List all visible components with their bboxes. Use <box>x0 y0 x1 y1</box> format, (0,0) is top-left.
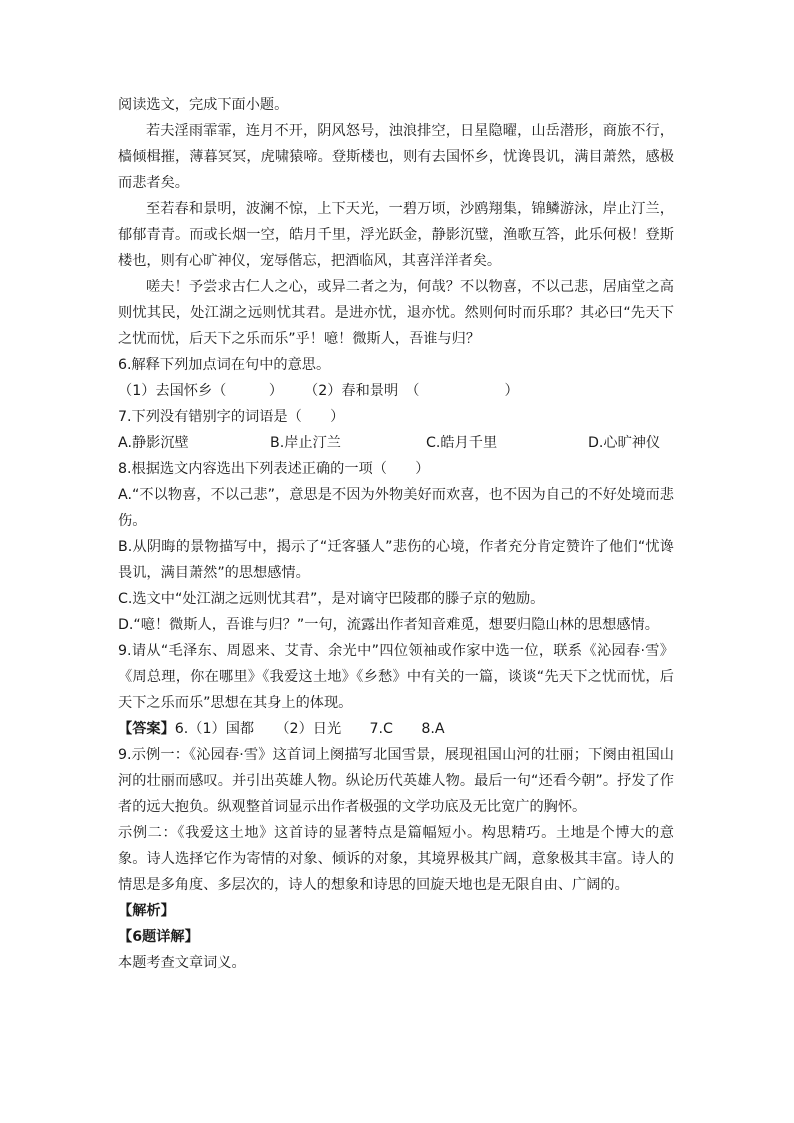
question-6-stem: 6.解释下列加点词在句中的意思。 <box>118 357 331 373</box>
passage-paragraph-2: 至若春和景明，波澜不惊，上下天光，一碧万顷，沙鸥翔集，锦鳞游泳，岸止汀兰，郁郁青青。而或长烟一空，皓月千里，浮光跃金，静影沉璧，渔歌互答，此乐何极！登斯楼也，则有心旷神仪，宠辱偕忘，把酒临风，其喜洋洋者矣。 <box>118 201 674 269</box>
answer-example-1: 9.示例一：《沁园春·雪》这首词上阕描写北国雪景，展现祖国山河的壮丽；下阕由祖国山河的壮丽而感叹。并引出英雄人物。纵论历代英雄人物。最后一句“还看今朝”。抒发了作者的远大抱负。纵观整首词显示出作者极强的文学功底及无比宽广的胸怀。 <box>118 747 674 815</box>
question-8-stem: 8.根据选文内容选出下列表述正确的一项（ ） <box>118 461 430 477</box>
answer-line <box>118 716 674 742</box>
answer-label: 【答案】 <box>118 721 175 737</box>
passage-paragraph-1: 若夫淫雨霏霏，连月不开，阴风怒号，浊浪排空，日星隐曜，山岳潜形，商旅不行，樯倾楫摧，薄暮冥冥，虎啸猿啼。登斯楼也，则有去国怀乡，忧谗畏讥，满目萧然，感极而悲者矣。 <box>118 123 674 191</box>
analysis-q6-text: 本题考查文章词义。 <box>118 955 246 971</box>
question-7-options <box>118 430 674 456</box>
question-8-option-c: C.选文中“处江湖之远则忧其君”，是对谪守巴陵郡的滕子京的勉励。 <box>118 591 545 607</box>
passage-paragraph-3: 嗟夫！予尝求古仁人之心，或异二者之为，何哉？不以物喜，不以己悲，居庙堂之高则忧其民，处江湖之远则忧其君。是进亦忧，退亦忧。然则何时而乐耶？其必曰“先天下之忧而忧，后天下之乐而乐”乎！噫！微斯人，吾谁与归？ <box>118 279 674 347</box>
question-7-option-b: B.岸止汀兰 <box>270 435 341 451</box>
question-9-stem: 9.请从“毛泽东、周恩来、艾青、余光中”四位领袖或作家中选一位，联系《沁园春·雪》《周总理，你在哪里》《我爱这土地》《乡愁》中有关的一篇，谈谈“先天下之忧而忧，后天下之乐而乐”思想在其身上的体现。 <box>118 643 674 711</box>
analysis-label: 【解析】 <box>118 903 175 919</box>
question-6-items <box>118 378 674 404</box>
question-8-option-b: B.从阴晦的景物描写中，揭示了“迁客骚人”悲伤的心境，作者充分肯定赞许了他们“忧谗畏讥，满目萧然”的思想感情。 <box>118 539 674 581</box>
answer-values: 6.（1）国都 （2）日光 7.C 8.A <box>174 721 445 737</box>
question-8-option-a: A.“不以物喜，不以己悲”，意思是不因为外物美好而欢喜，也不因为自己的不好处境而悲伤。 <box>118 487 674 529</box>
question-7-option-c: C.皓月千里 <box>426 435 498 451</box>
question-6-item-1: （1）去国怀乡（ ） <box>118 383 284 399</box>
question-7-option-a: A.静影沉壁 <box>118 435 189 451</box>
document-content <box>118 92 674 976</box>
intro-text: 阅读选文，完成下面小题。 <box>118 97 289 113</box>
answer-example-2: 示例二：《我爱这土地》这首诗的显著特点是篇幅短小。构思精巧。土地是个博大的意象。诗人选择它作为寄情的对象、倾诉的对象，其境界极其广阔，意象极其丰富。诗人的情思是多角度、多层次的，诗人的想象和诗思的回旋天地也是无限自由、广阔的。 <box>118 825 674 893</box>
question-8-option-d: D.“噫！微斯人，吾谁与归？”一句，流露出作者知音难觅，想要归隐山林的思想感情。 <box>118 617 659 633</box>
question-7-option-d: D.心旷神仪 <box>588 435 661 451</box>
question-6-item-2: （2）春和景明 （ ） <box>304 383 519 399</box>
analysis-q6-label: 【6题详解】 <box>118 929 199 945</box>
question-7-stem: 7.下列没有错别字的词语是（ ） <box>118 409 345 425</box>
